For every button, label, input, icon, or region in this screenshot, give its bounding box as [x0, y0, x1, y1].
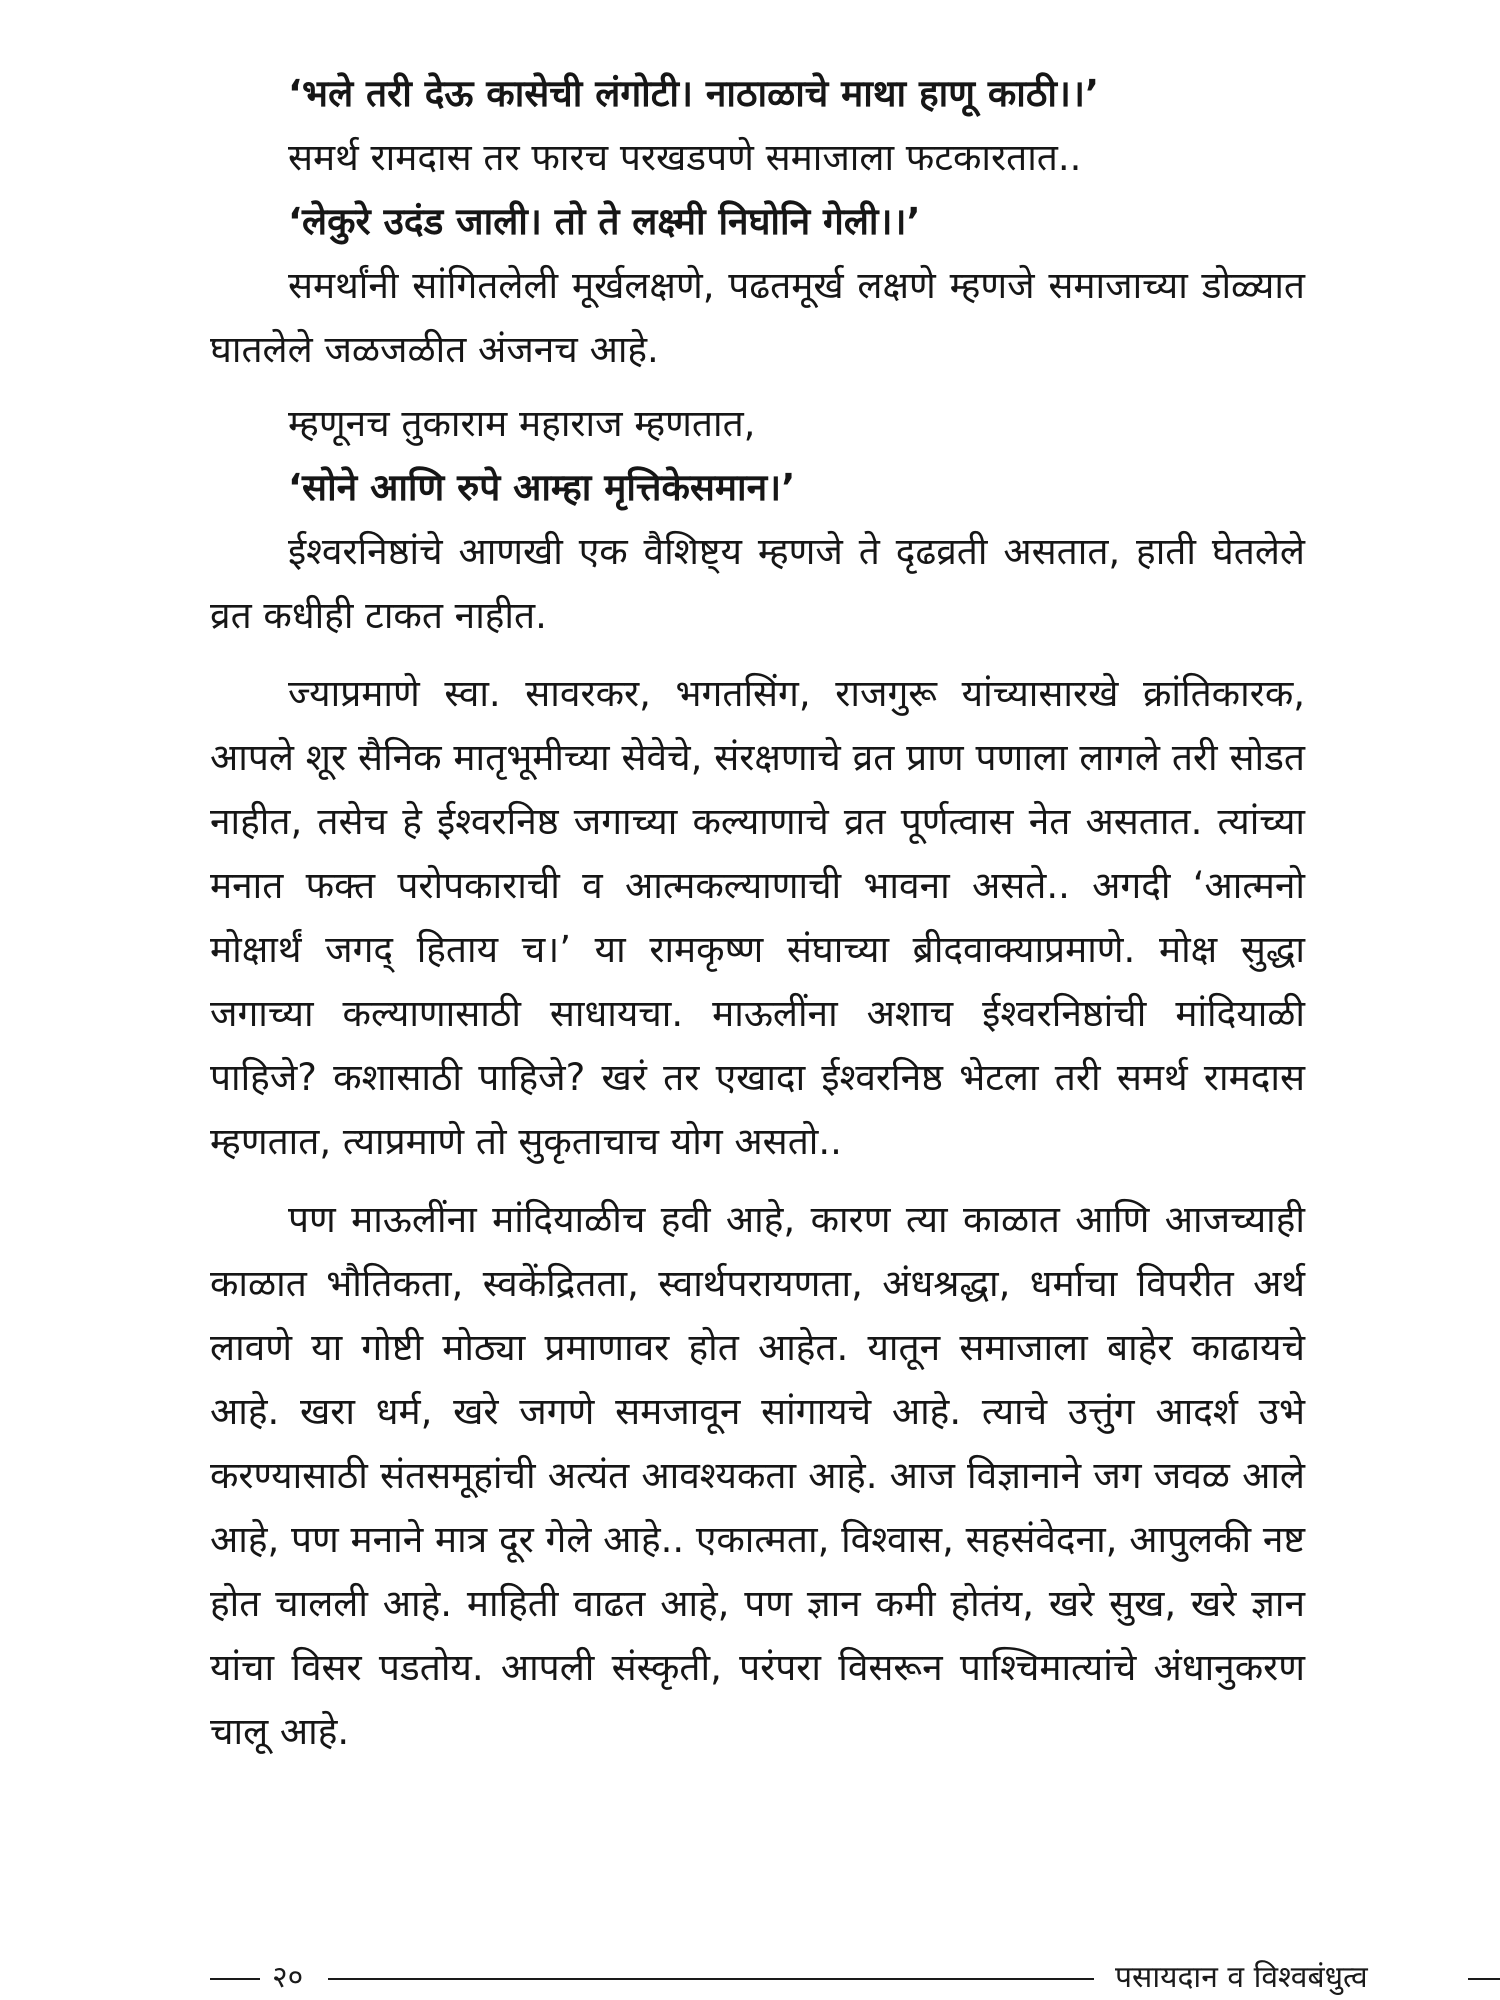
page-number: २०	[272, 1960, 304, 1995]
book-title: पसायदान व विश्वबंधुत्व	[1115, 1960, 1368, 1995]
paragraph: ईश्वरनिष्ठांचे आणखी एक वैशिष्ट्य म्हणजे ते दृढव्रती असतात, हाती घेतलेले व्रत कधीही टाकत नाहीत.	[210, 530, 1305, 637]
paragraph: समर्थ रामदास तर फारच परखडपणे समाजाला फटकारतात..	[288, 136, 1082, 179]
paragraph: समर्थांनी सांगितलेली मूर्खलक्षणे, पढतमूर्ख लक्षणे म्हणजे समाजाच्या डोळ्यात घातलेले जळजळीत अंजनच आहे.	[210, 264, 1305, 371]
footer-rule	[328, 1978, 1094, 1980]
page-footer	[210, 1958, 1368, 1998]
quote-line: ‘सोने आणि रुपे आम्हा मृत्तिकेसमान।’	[288, 466, 796, 509]
footer-rule	[1468, 1978, 1500, 1980]
quote-line: ‘लेकुरे उदंड जाली। तो ते लक्ष्मी निघोनि गेली।।’	[288, 200, 921, 243]
footer-rule	[210, 1978, 260, 1980]
paragraph: पण माऊलींना मांदियाळीच हवी आहे, कारण त्या काळात आणि आजच्याही काळात भौतिकता, स्वकेंद्रितता, स्वार्थपरायणता, अंधश्रद्धा, धर्माचा विपरीत अर्थ लावणे या गोष्टी मोठ्या प्रमाणावर होत आहेत. यातून समाजाला बाहेर काढायचे आहे. खरा धर्म, खरे जगणे समजावून सांगायचे आहे. त्याचे उत्तुंग आदर्श उभे करण्यासाठी संतसमूहांची अत्यंत आवश्यकता आहे. आज विज्ञानाने जग जवळ आले आहे, पण मनाने मात्र दूर गेले आहे.. एकात्मता, विश्वास, सहसंवेदना, आपुलकी नष्ट होत चालली आहे. माहिती वाढत आहे, पण ज्ञान कमी होतंय, खरे सुख, खरे ज्ञान यांचा विसर पडतोय. आपली संस्कृती, परंपरा विसरून पाश्चिमात्यांचे अंधानुकरण चालू आहे.	[210, 1198, 1306, 1753]
paragraph: म्हणूनच तुकाराम महाराज म्हणतात,	[288, 402, 756, 445]
page-body	[210, 62, 1305, 1764]
paragraph: ज्याप्रमाणे स्वा. सावरकर, भगतसिंग, राजगुरू यांच्यासारखे क्रांतिकारक, आपले शूर सैनिक मातृभूमीच्या सेवेचे, संरक्षणाचे व्रत प्राण पणाला लागले तरी सोडत नाहीत, तसेच हे ईश्वरनिष्ठ जगाच्या कल्याणाचे व्रत पूर्णत्वास नेत असतात. त्यांच्या मनात फक्त परोपकाराची व आत्मकल्याणाची भावना असते.. अगदी ‘आत्मनो मोक्षार्थं जगद् हिताय च।’ या रामकृष्ण संघाच्या ब्रीदवाक्याप्रमाणे. मोक्ष सुद्धा जगाच्या कल्याणासाठी साधायचा. माऊलींना अशाच ईश्वरनिष्ठांची मांदियाळी पाहिजे? कशासाठी पाहिजे? खरं तर एखादा ईश्वरनिष्ठ भेटला तरी समर्थ रामदास म्हणतात, त्याप्रमाणे तो सुकृताचाच योग असतो..	[210, 672, 1305, 1163]
quote-line: ‘भले तरी देऊ कासेची लंगोटी। नाठाळाचे माथा हाणू काठी।।’	[288, 72, 1100, 115]
